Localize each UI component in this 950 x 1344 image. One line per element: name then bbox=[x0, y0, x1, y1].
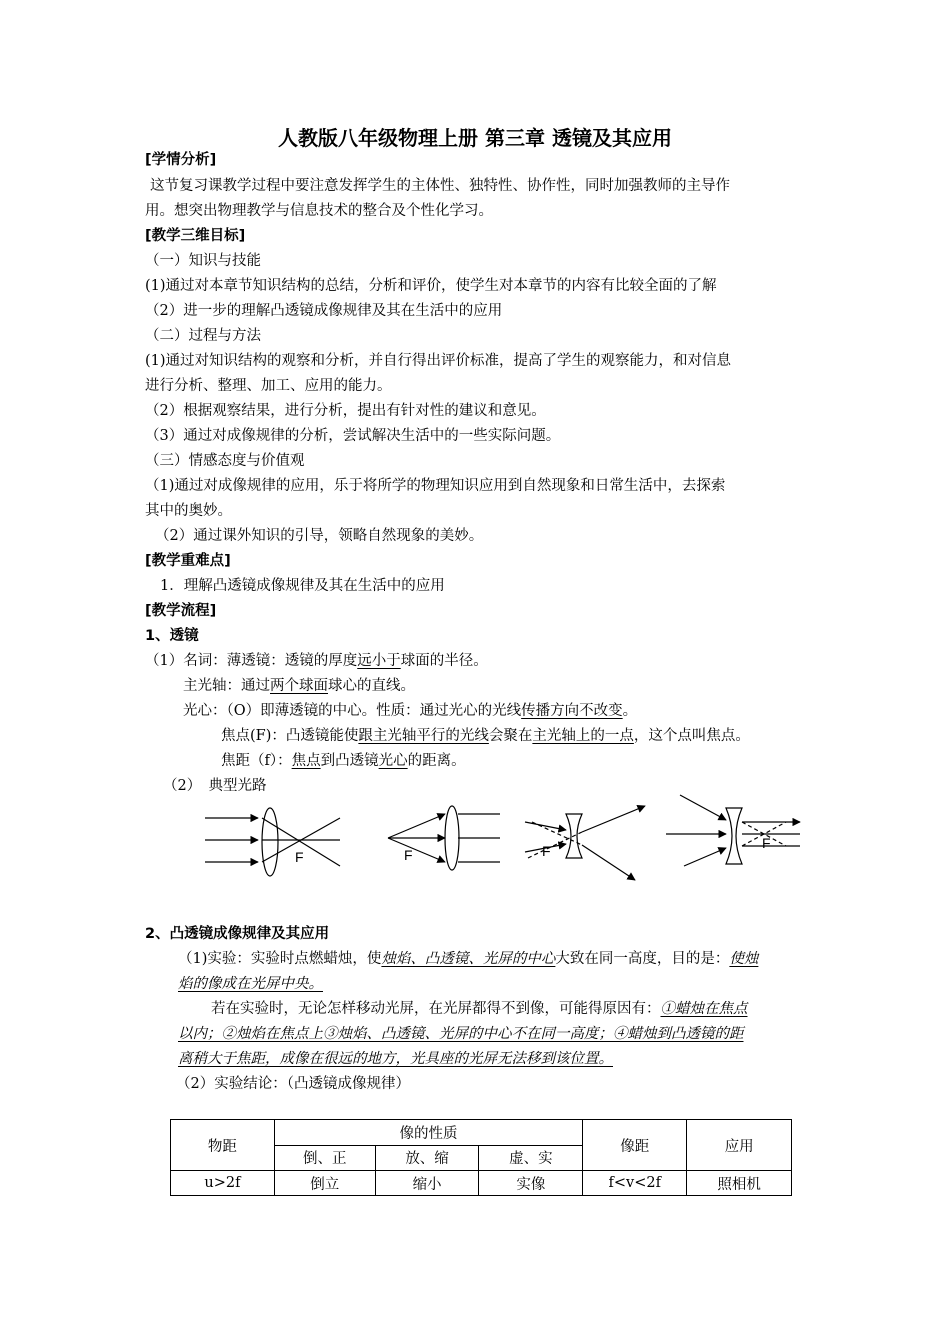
center-text-b: 。 bbox=[622, 703, 638, 719]
experiment-line-1 bbox=[178, 949, 758, 969]
header-image-distance: 像距 bbox=[583, 1120, 687, 1171]
goal3-title: （三）情感态度与价值观 bbox=[145, 453, 305, 469]
convex-lens-law-header: 2、凸透镜成像规律及其应用 bbox=[145, 926, 330, 942]
imaging-law-table bbox=[170, 1119, 792, 1196]
table-cell: 实像 bbox=[479, 1171, 583, 1196]
lens-header: 1、透镜 bbox=[145, 628, 199, 644]
table-cell: f<v<2f bbox=[583, 1171, 687, 1196]
exp-underline-2: 使烛 bbox=[729, 951, 759, 967]
key-point-item: 1．理解凸透镜成像规律及其在生活中的应用 bbox=[160, 578, 445, 594]
goal3-item-1-line-1: （1)通过对成像规律的应用，乐于将所学的物理知识应用到自然现象和日常生活中，去探索 bbox=[145, 478, 726, 494]
focus-label-4: F bbox=[762, 835, 771, 851]
header-application: 应用 bbox=[687, 1120, 792, 1171]
goal1-item-1: (1)通过对本章节知识结构的总结，分析和评价，使学生对本章节的内容有比较全面的了解 bbox=[145, 278, 717, 294]
focus-underline-2: 主光轴上的一点 bbox=[532, 728, 634, 744]
failure-reasons-line-2 bbox=[178, 1024, 744, 1044]
fail-text: 若在实验时，无论怎样移动光屏，在光屏都得不到像，可能得原因有： bbox=[211, 1001, 661, 1017]
exp-underline-1: 烛焰、凸透镜、光屏的中心 bbox=[381, 951, 556, 967]
analysis-paragraph-line-2: 用。想突出物理教学与信息技术的整合及个性化学习。 bbox=[145, 203, 493, 219]
thin-lens-definition bbox=[145, 651, 488, 671]
analysis-paragraph-line-1: 这节复习课教学过程中要注意发挥学生的主体性、独特性、协作性，同时加强教师的主导作 bbox=[150, 178, 730, 194]
goal2-item-3: （3）通过对成像规律的分析，尝试解决生活中的一些实际问题。 bbox=[145, 428, 561, 444]
center-underline: 传播方向不改变 bbox=[521, 703, 623, 719]
experiment-conclusion: （2）实验结论：（凸透镜成像规律） bbox=[176, 1076, 410, 1092]
focus-text-c: ，这个点叫焦点。 bbox=[633, 728, 750, 744]
convex-converging-diagram bbox=[205, 808, 340, 876]
focus-label-3: F bbox=[542, 843, 551, 859]
flow-header: [教学流程] bbox=[145, 603, 217, 619]
header-orientation: 倒、正 bbox=[274, 1145, 375, 1171]
header-real-virtual: 虚、实 bbox=[479, 1145, 583, 1171]
thin-lens-text-b: 球面的半径。 bbox=[400, 653, 488, 669]
goal2-item-1-line-1: (1)通过对知识结构的观察和分析，并自行得出评价标准，提高了学生的观察能力，和对信息 bbox=[145, 353, 732, 369]
key-points-header: [教学重难点] bbox=[145, 553, 231, 569]
focus-label-1: F bbox=[295, 849, 304, 865]
axis-text-b: 球心的直线。 bbox=[328, 678, 415, 694]
center-text-a: 光心：（O）即薄透镜的中心。性质：通过光心的光线 bbox=[183, 703, 522, 719]
table-row bbox=[171, 1171, 792, 1196]
thin-lens-text-a: （1）名词：薄透镜：透镜的厚度 bbox=[145, 653, 358, 669]
experiment-line-2 bbox=[178, 974, 323, 994]
principal-axis-definition bbox=[183, 676, 415, 696]
thin-lens-underline: 远小于 bbox=[357, 653, 401, 669]
exp-text-a: （1)实验：实验时点燃蜡烛，使 bbox=[178, 951, 382, 967]
table-cell: u>2f bbox=[171, 1171, 275, 1196]
typical-ray-path-diagram bbox=[190, 790, 830, 890]
fail-underline-3: 离稍大于焦距，成像在很远的地方，光具座的光屏无法移到该位置。 bbox=[178, 1051, 613, 1067]
flen-underline-2: 光心 bbox=[378, 753, 408, 769]
goal1-item-2: （2）进一步的理解凸透镜成像规律及其在生活中的应用 bbox=[145, 303, 503, 319]
goals-header: [教学三维目标] bbox=[145, 228, 246, 244]
optical-center-definition bbox=[183, 701, 637, 721]
page-title: 人教版八年级物理上册 第三章 透镜及其应用 bbox=[278, 126, 672, 150]
header-magnification: 放、缩 bbox=[375, 1145, 479, 1171]
goal3-item-2: （2）通过课外知识的引导，领略自然现象的美妙。 bbox=[155, 528, 484, 544]
focus-underline-1: 跟主光轴平行的光线 bbox=[358, 728, 489, 744]
focal-length-definition bbox=[221, 751, 466, 771]
focus-text-a: 焦点(F)：凸透镜能使 bbox=[221, 728, 359, 744]
focus-text-b: 会聚在 bbox=[488, 728, 533, 744]
goal2-item-2: （2）根据观察结果，进行分析，提出有针对性的建议和意见。 bbox=[145, 403, 546, 419]
concave-parallel-diagram bbox=[666, 795, 800, 866]
goal2-title: （二）过程与方法 bbox=[145, 328, 261, 344]
header-image-nature: 像的性质 bbox=[274, 1120, 582, 1146]
flen-text-a: 焦距（f）： bbox=[221, 753, 292, 769]
table-cell: 倒立 bbox=[274, 1171, 375, 1196]
goal1-title: （一）知识与技能 bbox=[145, 253, 261, 269]
table-cell: 缩小 bbox=[375, 1171, 479, 1196]
failure-reasons-line-1 bbox=[211, 999, 748, 1019]
focal-point-definition bbox=[221, 726, 750, 746]
fail-underline-1: ①蜡烛在焦点 bbox=[660, 1001, 748, 1017]
table-cell: 照相机 bbox=[687, 1171, 792, 1196]
typical-ray-paths-label: （2） 典型光路 bbox=[163, 778, 267, 794]
analysis-header: [学情分析] bbox=[145, 152, 217, 168]
failure-reasons-line-3 bbox=[178, 1049, 613, 1069]
flen-text-c: 的距离。 bbox=[407, 753, 466, 769]
fail-underline-2: 以内；②烛焰在焦点上③烛焰、凸透镜、光屏的中心不在同一高度；④蜡烛到凸透镜的距 bbox=[178, 1026, 744, 1042]
header-object-distance: 物距 bbox=[171, 1120, 275, 1171]
flen-underline-1: 焦点 bbox=[291, 753, 321, 769]
goal2-item-1-line-2: 进行分析、整理、加工、应用的能力。 bbox=[145, 378, 392, 394]
flen-text-b: 到凸透镜 bbox=[320, 753, 379, 769]
exp-text-b: 大致在同一高度，目的是： bbox=[555, 951, 730, 967]
exp-underline-3: 焰的像成在光屏中央。 bbox=[178, 976, 323, 992]
goal3-item-1-line-2: 其中的奥妙。 bbox=[145, 503, 232, 519]
axis-text-a: 主光轴：通过 bbox=[183, 678, 270, 694]
axis-underline: 两个球面 bbox=[270, 678, 328, 694]
focus-label-2: F bbox=[404, 847, 413, 863]
